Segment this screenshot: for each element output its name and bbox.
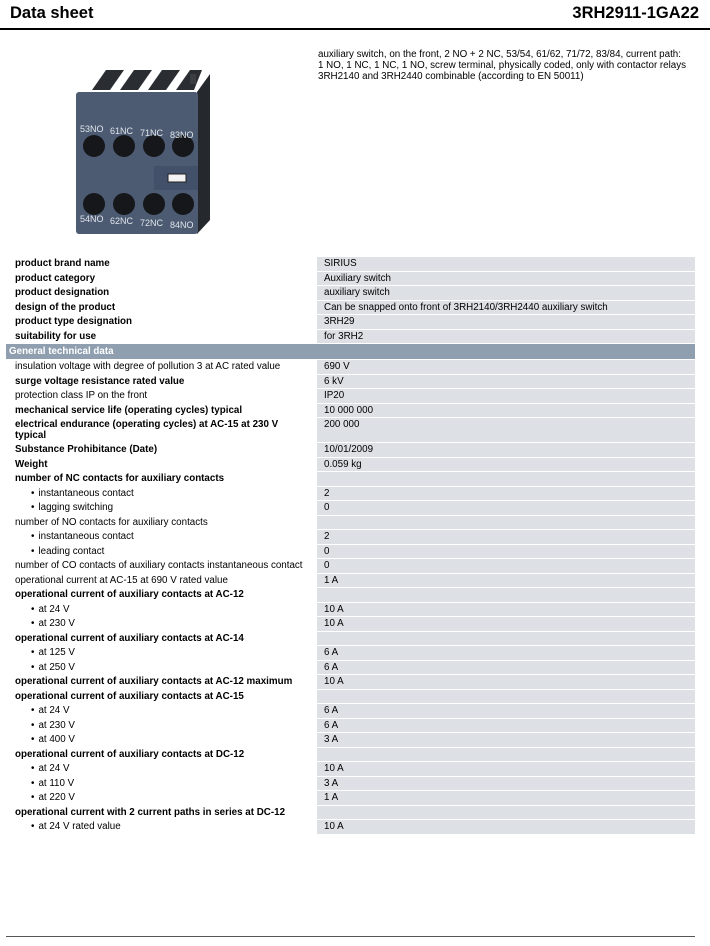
spec-value: 10 A (317, 675, 695, 689)
spec-label: product category (15, 272, 96, 284)
spec-value (317, 472, 695, 486)
spec-value: 1 A (317, 791, 695, 805)
spec-value: IP20 (317, 389, 695, 403)
table-row (6, 404, 695, 419)
terminal-label: 53NO (80, 124, 104, 134)
page-title: Data sheet (10, 4, 94, 22)
spec-value (317, 588, 695, 602)
spec-value: 3RH29 (317, 315, 695, 329)
product-image (72, 52, 212, 247)
spec-value: Auxiliary switch (317, 272, 695, 286)
spec-value: 10 A (317, 603, 695, 617)
spec-value: 690 V (317, 360, 695, 374)
table-row (6, 487, 695, 502)
table-row (6, 588, 695, 603)
spec-label: mechanical service life (operating cycles) typical (15, 404, 243, 416)
spec-label: operational current with 2 current paths in series at DC-12 (15, 806, 286, 818)
table-row (6, 472, 695, 487)
spec-label: • leading contact (6, 545, 315, 559)
product-description: auxiliary switch, on the front, 2 NO + 2 NC, 53/54, 61/62, 71/72, 83/84, current path: 1 NO, 1 NC, 1 NC, 1 NO, screw terminal, physically coded, only with contactor relays 3RH2140 and 3RH2440 combinable (according to EN 50011) (318, 49, 687, 83)
table-row (6, 690, 695, 705)
spec-label: number of NC contacts for auxiliary contacts (15, 473, 225, 484)
spec-value (317, 690, 695, 704)
spec-label: • at 230 V (6, 719, 315, 733)
spec-value: SIRIUS (317, 257, 695, 271)
table-row (6, 418, 695, 443)
spec-value (317, 516, 695, 530)
spec-label: product designation (15, 287, 110, 298)
spec-value: 2 (317, 487, 695, 501)
spec-value: 0 (317, 545, 695, 559)
spec-value (317, 806, 695, 820)
product-number: 3RH2911-1GA22 (572, 4, 699, 22)
spec-value: 6 A (317, 646, 695, 660)
spec-label: operational current of auxiliary contacts at DC-12 (15, 748, 245, 760)
spec-value: Can be snapped onto front of 3RH2140/3RH2440 auxiliary switch (317, 301, 695, 315)
spec-label: suitability for use (15, 330, 97, 342)
table-row (6, 545, 695, 560)
table-row (6, 632, 695, 647)
spec-label: operational current at AC-15 at 690 V rated value (15, 574, 228, 586)
table-row (6, 704, 695, 719)
spec-label: • at 24 V (6, 603, 315, 617)
spec-label: • at 125 V (6, 646, 315, 660)
spec-value: 3 A (317, 777, 695, 791)
spec-value (317, 632, 695, 646)
table-row (6, 375, 695, 390)
spec-label: • at 400 V (6, 733, 315, 747)
table-row (6, 501, 695, 516)
spec-value: 3 A (317, 733, 695, 747)
terminal-label: 71NC (140, 128, 164, 138)
table-row (6, 443, 695, 458)
spec-value: for 3RH2 (317, 330, 695, 344)
page-header (0, 0, 710, 30)
spec-value (317, 748, 695, 762)
table-row (6, 733, 695, 748)
table-row (6, 257, 695, 272)
spec-label: operational current of auxiliary contacts at AC-12 (15, 589, 244, 600)
spec-value: 10 A (317, 762, 695, 776)
terminal-label: 72NC (140, 218, 164, 228)
spec-label: operational current of auxiliary contacts at AC-15 (15, 690, 244, 702)
table-row (6, 661, 695, 676)
terminal-label: 83NO (170, 130, 194, 140)
spec-label: • at 24 V (6, 704, 315, 718)
table-row (6, 748, 695, 763)
spec-label: protection class IP on the front (15, 390, 148, 401)
spec-label: operational current of auxiliary contacts at AC-14 (15, 632, 244, 644)
table-row (6, 791, 695, 806)
spec-value: 6 A (317, 704, 695, 718)
spec-value: 10 A (317, 617, 695, 631)
spec-table (6, 257, 695, 835)
table-row (6, 516, 695, 531)
table-row (6, 389, 695, 404)
table-row (6, 646, 695, 661)
spec-label: insulation voltage with degree of pollution 3 at AC rated value (15, 361, 281, 372)
spec-label: electrical endurance (operating cycles) at AC-15 at 230 V typical (15, 419, 279, 441)
terminal-label: 62NC (110, 216, 134, 226)
spec-value: 1 A (317, 574, 695, 588)
table-row (6, 272, 695, 287)
spec-label: • at 220 V (6, 791, 315, 805)
terminal-label: 84NO (170, 220, 194, 230)
table-row (6, 806, 695, 821)
spec-label: operational current of auxiliary contacts at AC-12 maximum (15, 676, 293, 687)
spec-label: • instantaneous contact (6, 530, 315, 544)
table-row (6, 820, 695, 835)
spec-value: 6 kV (317, 375, 695, 389)
table-row (6, 719, 695, 734)
table-row (6, 603, 695, 618)
spec-value: 10 000 000 (317, 404, 695, 418)
table-row (6, 762, 695, 777)
table-row (6, 559, 695, 574)
spec-label: surge voltage resistance rated value (15, 375, 185, 387)
spec-value: 10 A (317, 820, 695, 834)
spec-label: number of NO contacts for auxiliary contacts (15, 516, 208, 528)
footer-divider (6, 936, 695, 937)
spec-label: design of the product (15, 301, 116, 313)
spec-label: • instantaneous contact (6, 487, 315, 501)
table-row (6, 574, 695, 589)
spec-label: product brand name (15, 258, 110, 269)
spec-label: • at 250 V (6, 661, 315, 675)
table-row (6, 315, 695, 330)
spec-label: Weight (15, 458, 48, 470)
table-row (6, 530, 695, 545)
terminal-label: 61NC (110, 126, 134, 136)
table-row (6, 360, 695, 375)
spec-value: 10/01/2009 (317, 443, 695, 457)
table-row (6, 330, 695, 345)
section-header: General technical data (6, 344, 695, 360)
table-row (6, 458, 695, 473)
table-row (6, 675, 695, 690)
spec-label: • lagging switching (6, 501, 315, 515)
spec-label: • at 24 V (6, 762, 315, 776)
spec-value: 6 A (317, 661, 695, 675)
table-row (6, 617, 695, 632)
spec-value: 6 A (317, 719, 695, 733)
spec-label: • at 230 V (6, 617, 315, 631)
spec-value: 2 (317, 530, 695, 544)
spec-label: Substance Prohibitance (Date) (15, 444, 158, 455)
table-row (6, 777, 695, 792)
spec-value: auxiliary switch (317, 286, 695, 300)
spec-label: number of CO contacts of auxiliary contacts instantaneous contact (15, 560, 303, 571)
spec-label: • at 110 V (6, 777, 315, 791)
spec-value: 0 (317, 501, 695, 515)
spec-value: 0.059 kg (317, 458, 695, 472)
terminal-label: 54NO (80, 214, 104, 224)
spec-value: 0 (317, 559, 695, 573)
table-row (6, 286, 695, 301)
table-row (6, 301, 695, 316)
spec-label: • at 24 V rated value (6, 820, 315, 834)
spec-label: product type designation (15, 316, 133, 327)
spec-value: 200 000 (317, 418, 695, 442)
